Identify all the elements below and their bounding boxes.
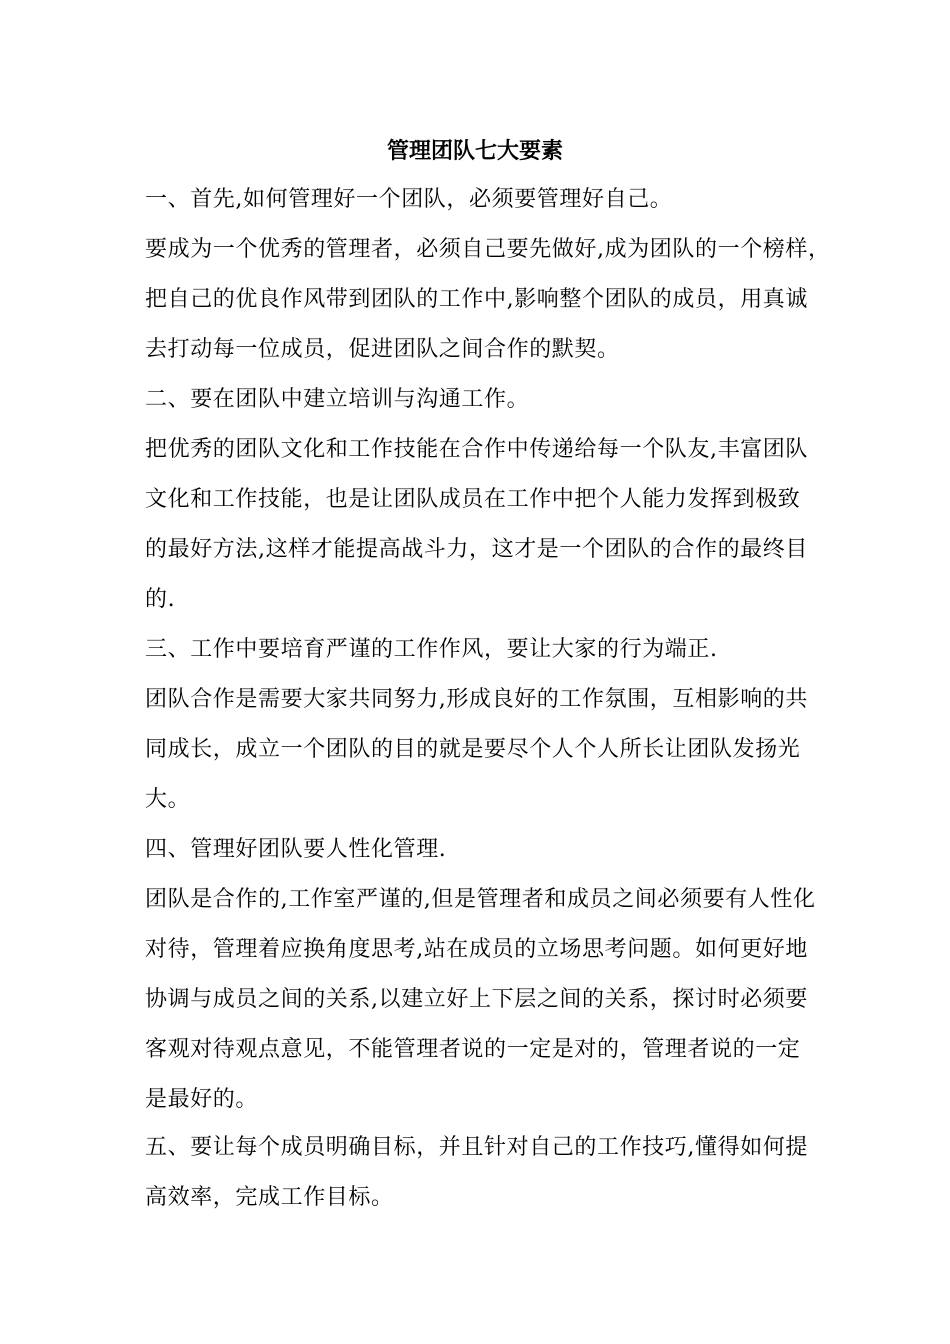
heading-5: 五、要让每个成员明确目标，并且针对自己的工作技巧,懂得如何提 xyxy=(145,1135,808,1160)
paragraph-line: 协调与成员之间的关系,以建立好上下层之间的关系，探讨时必须要 xyxy=(145,987,808,1012)
paragraph-line: 高效率，完成工作目标。 xyxy=(145,1185,394,1210)
paragraph-line: 大。 xyxy=(145,787,191,812)
paragraph-line: 去打动每一位成员，促进团队之间合作的默契。 xyxy=(145,337,620,362)
heading-3: 三、工作中要培育严谨的工作作风，要让大家的行为端正. xyxy=(145,637,718,662)
paragraph-line: 要成为一个优秀的管理者，必须自己要先做好,成为团队的一个榜样， xyxy=(145,237,831,262)
paragraph-line: 是最好的。 xyxy=(145,1087,259,1112)
paragraph-line: 对待，管理着应换角度思考,站在成员的立场思考问题。如何更好地 xyxy=(145,937,808,962)
paragraph-line: 文化和工作技能，也是让团队成员在工作中把个人能力发挥到极致 xyxy=(145,487,801,512)
paragraph-line: 团队合作是需要大家共同努力,形成良好的工作氛围，互相影响的共 xyxy=(145,687,808,712)
document-title: 管理团队七大要素 xyxy=(386,138,563,164)
heading-4: 四、管理好团队要人性化管理. xyxy=(145,837,447,862)
paragraph-line: 的. xyxy=(145,587,176,612)
paragraph-line: 团队是合作的,工作室严谨的,但是管理者和成员之间必须要有人性化 xyxy=(145,887,816,912)
heading-1: 一、首先,如何管理好一个团队，必须要管理好自己。 xyxy=(145,187,673,212)
paragraph-line: 把优秀的团队文化和工作技能在合作中传递给每一个队友,丰富团队 xyxy=(145,437,808,462)
paragraph-line: 同成长，成立一个团队的目的就是要尽个人个人所长让团队发扬光 xyxy=(145,737,801,762)
paragraph-line: 客观对待观点意见，不能管理者说的一定是对的，管理者说的一定 xyxy=(145,1037,801,1062)
paragraph-line: 把自己的优良作风带到团队的工作中,影响整个团队的成员，用真诚 xyxy=(145,287,808,312)
heading-2: 二、要在团队中建立培训与沟通工作。 xyxy=(145,387,530,412)
paragraph-line: 的最好方法,这样才能提高战斗力，这才是一个团队的合作的最终目 xyxy=(145,537,808,562)
